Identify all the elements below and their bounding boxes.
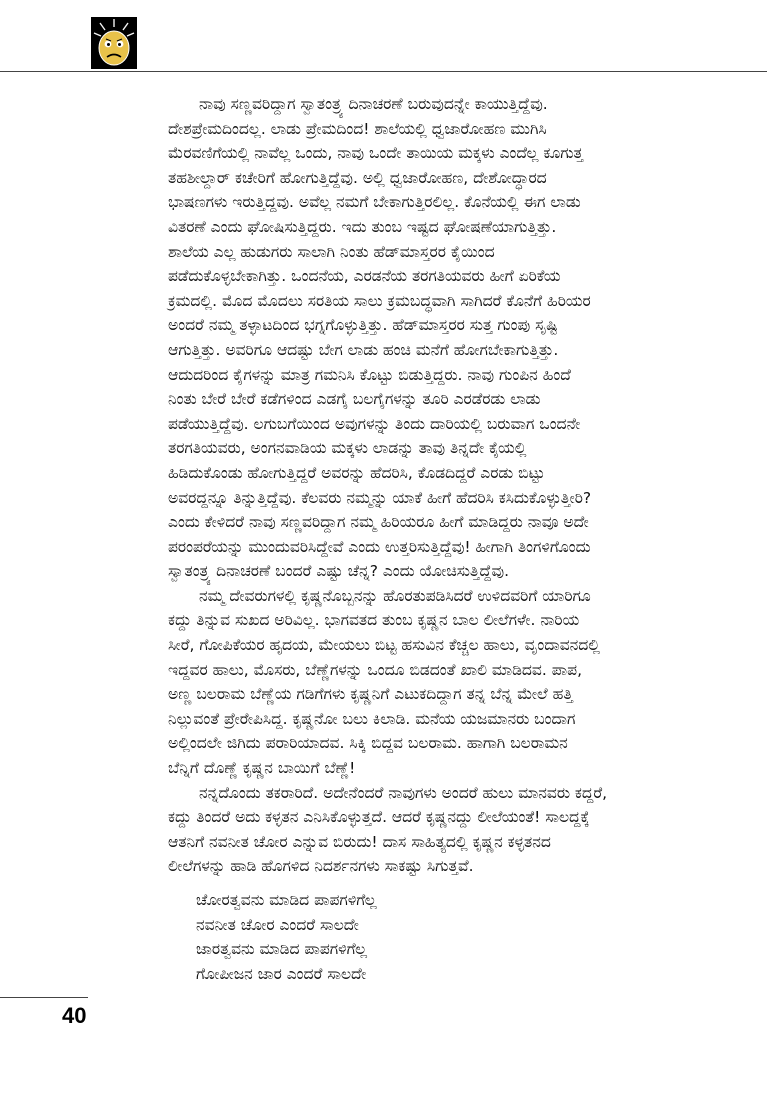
text-line: ಕದ್ದು ತಿನ್ನುವ ಸುಖದ ಅರಿವಿಲ್ಲ. ಭಾಗವತದ ತುಂಬ ಕೃಷ್ಣನ ಬಾಲ ಲೀಲೆಗಳೇ. ನಾರಿಯ (168, 611, 580, 630)
text-line: ತಹಶೀಲ್ದಾರ್ ಕಚೇರಿಗೆ ಹೋಗುತ್ತಿದ್ದೆವು. ಅಲ್ಲಿ ಧ್ವಜಾರೋಹಣ, ದೇಶೋದ್ಧಾರದ (168, 168, 547, 187)
text-line: ಎಂದು ಕೇಳಿದರೆ ನಾವು ಸಣ್ಣವರಿದ್ದಾಗ ನಮ್ಮ ಹಿರಿಯರೂ ಹೀಗೆ ಮಾಡಿದ್ದರು ನಾವೂ ಅದೇ (168, 513, 589, 532)
header-rule (0, 71, 767, 72)
text-line: ನಾವು ಸಣ್ಣವರಿದ್ದಾಗ ಸ್ವಾತಂತ್ರ್ಯ ದಿನಾಚರಣೆ ಬರುವುದನ್ನೇ ಕಾಯುತ್ತಿದ್ದೆವು. (168, 95, 548, 113)
text-line: ನಿಲ್ಲುವಂತೆ ಪ್ರೇರೇಪಿಸಿದ್ದ. ಕೃಷ್ಣನೋ ಬಲು ಕಿಲಾಡಿ. ಮನೆಯ ಯಜಮಾನರು ಬಂದಾಗ (168, 709, 576, 728)
text-line: ನನ್ನದೊಂದು ತಕರಾರಿದೆ. ಅದೇನೆಂದರೆ ನಾವುಗಳು ಅಂದರೆ ಹುಲು ಮಾನವರು ಕದ್ದರೆ, (168, 783, 608, 802)
text-line: ಕ್ರಮದಲ್ಲಿ. ಮೊದ ಮೊದಲು ಸರತಿಯ ಸಾಲು ಕ್ರಮಬದ್ಧವಾಗಿ ಸಾಗಿದರೆ ಕೊನೆಗೆ ಹಿರಿಯರ (168, 291, 591, 310)
text-line: ಸ್ವಾತಂತ್ರ್ಯ ದಿನಾಚರಣೆ ಬಂದರೆ ಎಷ್ಟು ಚೆನ್ನ? ಎಂದು ಯೋಚಿಸುತ್ತಿದ್ದೆವು. (168, 562, 510, 581)
text-line: ಮೆರವಣಿಗೆಯಲ್ಲಿ ನಾವೆಲ್ಲ ಒಂದು, ನಾವು ಒಂದೇ ತಾಯಿಯ ಮಕ್ಕಳು ಎಂದೆಲ್ಲ ಕೂಗುತ್ತ (168, 144, 584, 163)
poem-line: ಗೋಪೀಜನ ಜಾರ ಎಂದರೆ ಸಾಲದೇ (196, 964, 367, 983)
text-line: ನಮ್ಮ ದೇವರುಗಳಲ್ಲಿ ಕೃಷ್ಣನೊಬ್ಬನನ್ನು ಹೊರತುಪಡಿಸಿದರೆ ಉಳಿದವರಿಗೆ ಯಾರಿಗೂ (168, 586, 591, 605)
article-body (168, 92, 767, 879)
poem-block (196, 888, 616, 986)
text-line: ಕದ್ದು ತಿಂದರೆ ಅದು ಕಳ್ಳತನ ಎನಿಸಿಕೊಳ್ಳುತ್ತದೆ. ಆದರೆ ಕೃಷ್ಣನದ್ದು ಲೀಲೆಯಂತೆ! ಸಾಲದ್ದಕ್ಕೆ (168, 808, 590, 827)
poem-line: ಚೋರತ್ವವನು ಮಾಡಿದ ಪಾಪಗಳಿಗೆಲ್ಲ (196, 891, 377, 909)
text-line: ಶಾಲೆಯ ಎಲ್ಲ ಹುಡುಗರು ಸಾಲಾಗಿ ನಿಂತು ಹೆಡ್‌ಮಾಸ್ತರರ ಕೈಯಿಂದ (168, 242, 495, 261)
text-line: ನಿಂತು ಬೇರೆ ಬೇರೆ ಕಡೆಗಳಿಂದ ಎಡಗೈ ಬಲಗೈಗಳನ್ನು ತೂರಿ ಎರಡೆರಡು ಲಾಡು (168, 390, 541, 409)
text-line: ಆದುದರಿಂದ ಕೈಗಳನ್ನು ಮಾತ್ರ ಗಮನಿಸಿ ಕೊಟ್ಟು ಬಿಡುತ್ತಿದ್ದರು. ನಾವು ಗುಂಪಿನ ಹಿಂದೆ (168, 365, 571, 384)
text-line: ಇದ್ದವರ ಹಾಲು, ಮೊಸರು, ಬೆಣ್ಣೆಗಳನ್ನು ಒಂದೂ ಬಿಡದಂತೆ ಖಾಲಿ ಮಾಡಿದವ. ಪಾಪ, (168, 660, 582, 679)
footer-rule (0, 997, 88, 998)
text-line: ಪರಂಪರೆಯನ್ನು ಮುಂದುವರಿಸಿದ್ದೇವೆ ಎಂದು ಉತ್ತರಿಸುತ್ತಿದ್ದೆವು! ಹೀಗಾಗಿ ತಿಂಗಳಿಗೊಂದು (168, 537, 591, 556)
page-number: 40 (62, 1003, 87, 1028)
text-line: ಸೀರೆ, ಗೋಪಿಕೆಯರ ಹೃದಯ, ಮೇಯಲು ಬಿಟ್ಟ ಹಸುವಿನ ಕೆಚ್ಚಲ ಹಾಲು, ವೃಂದಾವನದಲ್ಲಿ (168, 636, 600, 655)
text-line: ಆಗುತ್ತಿತ್ತು. ಅವರಿಗೂ ಆದಷ್ಟು ಬೇಗ ಲಾಡು ಹಂಚಿ ಮನೆಗೆ ಹೋಗಬೇಕಾಗುತ್ತಿತ್ತು. (168, 340, 559, 359)
text-line: ಆತನಿಗೆ ನವನೀತ ಚೋರ ಎನ್ನುವ ಬಿರುದು! ದಾಸ ಸಾಹಿತ್ಯದಲ್ಲಿ ಕೃಷ್ಣನ ಕಳ್ಳತನದ (168, 832, 551, 851)
text-line: ಪಡೆಯುತ್ತಿದ್ದೆವು. ಲಗುಬಗೆಯಿಂದ ಅವುಗಳನ್ನು ತಿಂದು ದಾರಿಯಲ್ಲಿ ಬರುವಾಗ ಒಂದನೇ (168, 414, 581, 433)
poem-line: ಜಾರತ್ವವನು ಮಾಡಿದ ಪಾಪಗಳಿಗೆಲ್ಲ (196, 940, 367, 959)
cartoon-face-logo-icon (91, 17, 137, 69)
text-line: ಹಿಡಿದುಕೊಂಡು ಹೋಗುತ್ತಿದ್ದರೆ ಅವರನ್ನು ಹೆದರಿಸಿ, ಕೊಡದಿದ್ದರೆ ಎರಡು ಬಿಟ್ಟು (168, 463, 545, 482)
text-line: ವಿತರಣೆ ಎಂದು ಘೋಷಿಸುತ್ತಿದ್ದರು. ಇದು ತುಂಬ ಇಷ್ಟದ ಘೋಷಣೆಯಾಗುತ್ತಿತ್ತು. (168, 217, 557, 236)
text-line: ಪಡೆದುಕೊಳ್ಳಬೇಕಾಗಿತ್ತು. ಒಂದನೆಯ, ಎರಡನೆಯ ತರಗತಿಯವರು ಹೀಗೆ ಏರಿಕೆಯ (168, 267, 561, 286)
text-line: ಭಾಷಣಗಳು ಇರುತ್ತಿದ್ದವು. ಅವೆಲ್ಲ ನಮಗೆ ಬೇಕಾಗುತ್ತಿರಲಿಲ್ಲ. ಕೊನೆಯಲ್ಲಿ ಈಗ ಲಾಡು (168, 193, 581, 212)
text-line: ತರಗತಿಯವರು, ಅಂಗನವಾಡಿಯ ಮಕ್ಕಳು ಲಾಡನ್ನು ತಾವು ತಿನ್ನದೇ ಕೈಯಲ್ಲಿ (168, 439, 527, 458)
text-line: ಅವರದ್ದನ್ನೂ ತಿನ್ನುತ್ತಿದ್ದೆವು. ಕೆಲವರು ನಮ್ಮನ್ನು ಯಾಕೆ ಹೀಗೆ ಹೆದರಿಸಿ ಕಸಿದುಕೊಳ್ಳುತ್ತೀರಿ? (168, 488, 592, 507)
text-line: ಅಲ್ಲಿಂದಲೇ ಜಿಗಿದು ಪರಾರಿಯಾದವ. ಸಿಕ್ಕಿ ಬಿದ್ದವ ಬಲರಾಮ. ಹಾಗಾಗಿ ಬಲರಾಮನ (168, 734, 568, 753)
text-line: ಅಣ್ಣ ಬಲರಾಮ ಬೆಣ್ಣೆಯ ಗಡಿಗೆಗಳು ಕೃಷ್ಣನಿಗೆ ಎಟುಕದಿದ್ದಾಗ ತನ್ನ ಬೆನ್ನ ಮೇಲೆ ಹತ್ತಿ (168, 685, 573, 704)
text-line: ಅಂದರೆ ನಮ್ಮ ತಳ್ಳಾಟದಿಂದ ಭಗ್ನಗೊಳ್ಳುತ್ತಿತ್ತು. ಹೆಡ್‌ಮಾಸ್ತರರ ಸುತ್ತ ಗುಂಪು ಸೃಷ್ಟಿ (168, 316, 558, 335)
poem-line: ನವನೀತ ಚೋರ ಎಂದರೆ ಸಾಲದೇ (196, 915, 359, 934)
text-line: ದೇಶಪ್ರೇಮದಿಂದಲ್ಲ. ಲಾಡು ಪ್ರೇಮದಿಂದ! ಶಾಲೆಯಲ್ಲಿ ಧ್ವಜಾರೋಹಣ ಮುಗಿಸಿ (168, 119, 547, 138)
text-line: ಬೆನ್ನಿಗೆ ದೊಣ್ಣೆ ಕೃಷ್ಣನ ಬಾಯಿಗೆ ಬೆಣ್ಣೆ! (168, 759, 356, 778)
text-line: ಲೀಲೆಗಳನ್ನು ಹಾಡಿ ಹೊಗಳಿದ ನಿದರ್ಶನಗಳು ಸಾಕಷ್ಟು ಸಿಗುತ್ತವೆ. (168, 857, 474, 876)
